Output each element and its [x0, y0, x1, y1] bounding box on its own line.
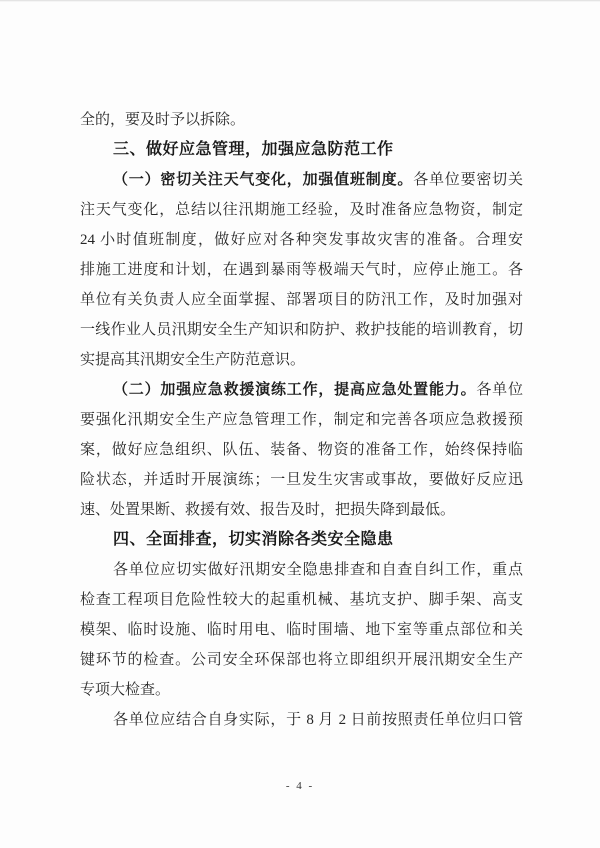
- body-text-line: 检查工程项目危险性较大的起重机械、基坑支护、脚手架、高支: [80, 592, 523, 608]
- body-text-line: 速、处置果断、救援有效、报告及时，把损失降到最低。: [80, 502, 456, 518]
- body-text-line: （二）加强应急救援演练工作，提高应急处置能力。各单位: [113, 382, 523, 398]
- body-text-line: （一）密切关注天气变化，加强值班制度。各单位要密切关: [113, 172, 523, 188]
- body-text-line: 排施工进度和计划，在遇到暴雨等极端天气时，应停止施工。各: [80, 262, 523, 278]
- body-text-line: 键环节的检查。公司安全环保部也将立即组织开展汛期安全生产: [80, 652, 523, 668]
- body-text-line: 单位有关负责人应全面掌握、部署项目的防汛工作，及时加强对: [80, 292, 523, 308]
- document-body: [80, 105, 523, 735]
- body-text-line: 全的，要及时予以拆除。: [80, 112, 246, 128]
- body-text-line: 各单位应结合自身实际，于 8 月 2 日前按照责任单位归口管: [113, 712, 523, 728]
- body-text-line: 专项大检查。: [80, 682, 171, 698]
- body-text-line: 各单位应切实做好汛期安全隐患排查和自查自纠工作，重点: [113, 562, 523, 578]
- body-text-line: 一线作业人员汛期安全生产知识和防护、救护技能的培训教育，切: [80, 322, 523, 338]
- bold-lead-sentence: （一）密切关注天气变化，加强值班制度。: [113, 172, 414, 188]
- page-footer: [0, 780, 600, 792]
- section-heading: 四、全面排查，切实消除各类安全隐患: [113, 531, 394, 548]
- body-text-line: 24 小时值班制度，做好应对各种突发事故灾害的准备。合理安: [80, 232, 523, 248]
- body-text-line: 要强化汛期安全生产应急管理工作，制定和完善各项应急救援预: [80, 412, 523, 428]
- body-text-line: 险状态，并适时开展演练；一旦发生灾害或事故，要做好反应迅: [80, 472, 523, 488]
- body-text-line: 案，做好应急组织、队伍、装备、物资的准备工作，始终保持临: [80, 442, 523, 458]
- body-text-line: 实提高其汛期安全生产防范意识。: [80, 352, 306, 368]
- page-number: - 4 -: [285, 780, 315, 792]
- body-text-line: 模架、临时设施、临时用电、临时围墙、地下室等重点部位和关: [80, 622, 523, 638]
- section-heading: 三、做好应急管理，加强应急防范工作: [113, 141, 394, 158]
- bold-lead-sentence: （二）加强应急救援演练工作，提高应急处置能力。: [113, 382, 477, 398]
- body-text-line: 注天气变化，总结以往汛期施工经验，及时准备应急物资，制定: [80, 202, 523, 218]
